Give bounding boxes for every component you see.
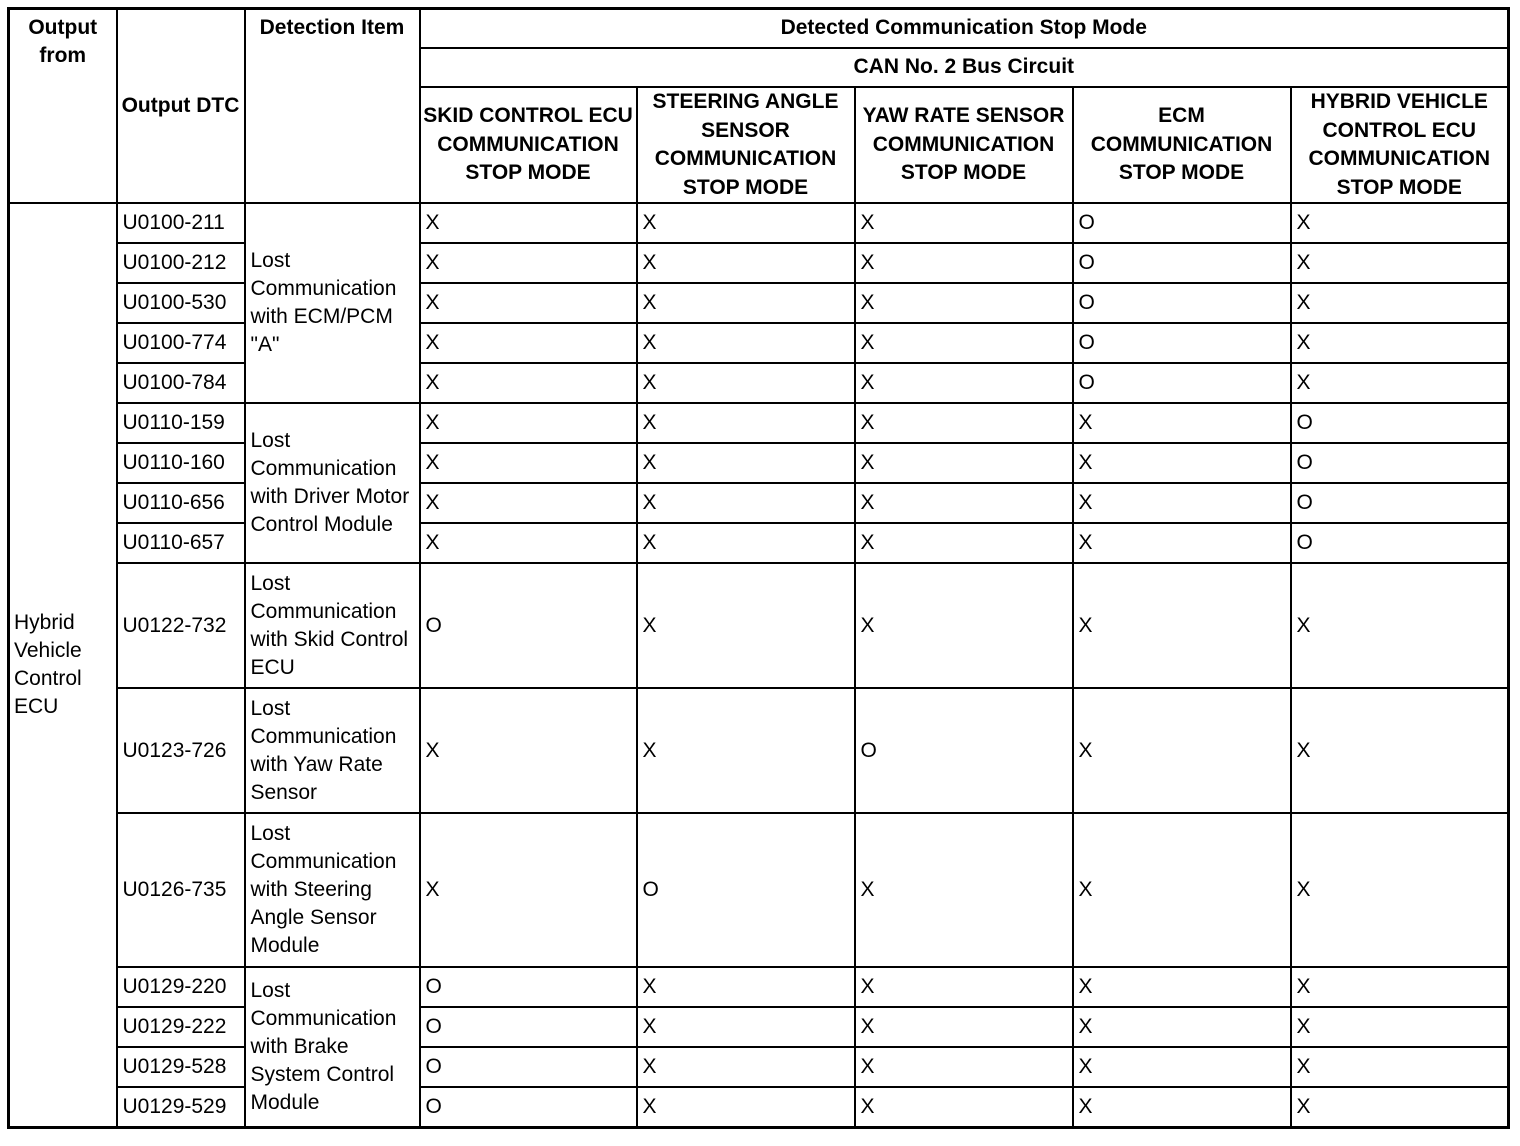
table-row: [9, 363, 1509, 403]
mode-mark-cell: O: [420, 967, 637, 1007]
mode-mark-cell: X: [855, 203, 1073, 243]
table-row: [9, 563, 1509, 688]
mode-mark-cell: X: [1291, 1007, 1509, 1047]
mode-mark-cell: X: [855, 967, 1073, 1007]
dtc-code-cell: U0100-784: [117, 363, 245, 403]
mode-mark-cell: O: [1073, 283, 1291, 323]
mode-mark-cell: X: [637, 688, 855, 813]
detection-item-cell: Lost Communication with Brake System Control Module: [245, 967, 420, 1127]
mode-mark-cell: X: [420, 443, 637, 483]
mode-mark-cell: X: [1073, 1087, 1291, 1127]
mode-mark-cell: X: [855, 1007, 1073, 1047]
mode-mark-cell: X: [855, 563, 1073, 688]
mode-mark-cell: X: [420, 283, 637, 323]
header-col-ecm: ECM COMMUNICATION STOP MODE: [1073, 87, 1291, 203]
mode-mark-cell: X: [1073, 563, 1291, 688]
mode-mark-cell: X: [855, 363, 1073, 403]
mode-mark-cell: O: [1073, 203, 1291, 243]
dtc-code-cell: U0129-529: [117, 1087, 245, 1127]
table-row: [9, 203, 1509, 243]
table-row: [9, 1007, 1509, 1047]
header-col-steering: STEERING ANGLE SENSOR COMMUNICATION STOP MODE: [637, 87, 855, 203]
dtc-code-cell: U0123-726: [117, 688, 245, 813]
header-col-yaw: YAW RATE SENSOR COMMUNICATION STOP MODE: [855, 87, 1073, 203]
mode-mark-cell: X: [637, 1007, 855, 1047]
header-output-from: Output from: [9, 9, 117, 204]
header-col-hv-ecu: HYBRID VEHICLE CONTROL ECU COMMUNICATION STOP MODE: [1291, 87, 1509, 203]
dtc-code-cell: U0110-657: [117, 523, 245, 563]
mode-mark-cell: X: [1291, 813, 1509, 967]
mode-mark-cell: X: [855, 1087, 1073, 1127]
header-detection-item: Detection Item: [245, 9, 420, 204]
mode-mark-cell: X: [1291, 243, 1509, 283]
dtc-code-cell: U0129-220: [117, 967, 245, 1007]
mode-mark-cell: X: [855, 483, 1073, 523]
mode-mark-cell: X: [420, 483, 637, 523]
mode-mark-cell: O: [1073, 243, 1291, 283]
mode-mark-cell: X: [637, 363, 855, 403]
detection-item-cell: Lost Communication with Driver Motor Control Module: [245, 403, 420, 563]
mode-mark-cell: X: [855, 403, 1073, 443]
mode-mark-cell: X: [420, 203, 637, 243]
mode-mark-cell: X: [637, 967, 855, 1007]
header-col-skid: SKID CONTROL ECU COMMUNICATION STOP MODE: [420, 87, 637, 203]
mode-mark-cell: X: [855, 323, 1073, 363]
mode-mark-cell: X: [637, 403, 855, 443]
mode-mark-cell: X: [1291, 203, 1509, 243]
mode-mark-cell: X: [855, 243, 1073, 283]
mode-mark-cell: X: [855, 443, 1073, 483]
header-bus-circuit: CAN No. 2 Bus Circuit: [420, 48, 1509, 87]
table-row: [9, 483, 1509, 523]
header-output-dtc: Output DTC: [117, 9, 245, 204]
mode-mark-cell: X: [1073, 688, 1291, 813]
mode-mark-cell: X: [1073, 403, 1291, 443]
mode-mark-cell: X: [1291, 283, 1509, 323]
mode-mark-cell: X: [1073, 523, 1291, 563]
mode-mark-cell: X: [1073, 813, 1291, 967]
dtc-code-cell: U0100-211: [117, 203, 245, 243]
mode-mark-cell: O: [420, 563, 637, 688]
mode-mark-cell: X: [1291, 363, 1509, 403]
mode-mark-cell: X: [637, 243, 855, 283]
dtc-code-cell: U0126-735: [117, 813, 245, 967]
detection-item-cell: Lost Communication with ECM/PCM "A": [245, 203, 420, 403]
detection-item-cell: Lost Communication with Steering Angle Sensor Module: [245, 813, 420, 967]
dtc-code-cell: U0129-528: [117, 1047, 245, 1087]
mode-mark-cell: O: [420, 1007, 637, 1047]
table-row: [9, 523, 1509, 563]
table-row: [9, 967, 1509, 1007]
mode-mark-cell: X: [1073, 1007, 1291, 1047]
mode-mark-cell: X: [420, 403, 637, 443]
dtc-code-cell: U0110-656: [117, 483, 245, 523]
dtc-code-cell: U0100-774: [117, 323, 245, 363]
mode-mark-cell: X: [420, 523, 637, 563]
table-row: [9, 1087, 1509, 1127]
table-row: [9, 443, 1509, 483]
dtc-code-cell: U0122-732: [117, 563, 245, 688]
mode-mark-cell: X: [637, 443, 855, 483]
mode-mark-cell: X: [1073, 1047, 1291, 1087]
table-row: [9, 1047, 1509, 1087]
header-detected-mode: Detected Communication Stop Mode: [420, 9, 1509, 49]
mode-mark-cell: O: [1073, 323, 1291, 363]
mode-mark-cell: O: [1291, 523, 1509, 563]
mode-mark-cell: X: [855, 283, 1073, 323]
mode-mark-cell: X: [637, 203, 855, 243]
dtc-code-cell: U0110-159: [117, 403, 245, 443]
detection-item-cell: Lost Communication with Skid Control ECU: [245, 563, 420, 688]
mode-mark-cell: X: [855, 813, 1073, 967]
mode-mark-cell: X: [637, 563, 855, 688]
table-row: [9, 243, 1509, 283]
mode-mark-cell: X: [855, 1047, 1073, 1087]
mode-mark-cell: X: [420, 323, 637, 363]
mode-mark-cell: X: [637, 283, 855, 323]
mode-mark-cell: O: [1073, 363, 1291, 403]
dtc-code-cell: U0129-222: [117, 1007, 245, 1047]
mode-mark-cell: X: [1291, 967, 1509, 1007]
table-row: [9, 283, 1509, 323]
mode-mark-cell: X: [637, 483, 855, 523]
table-row: [9, 688, 1509, 813]
table-body: [9, 203, 1509, 1127]
mode-mark-cell: X: [637, 323, 855, 363]
mode-mark-cell: X: [420, 813, 637, 967]
mode-mark-cell: O: [637, 813, 855, 967]
output-from-cell: Hybrid Vehicle Control ECU: [9, 203, 117, 1127]
mode-mark-cell: X: [855, 523, 1073, 563]
mode-mark-cell: X: [637, 1047, 855, 1087]
mode-mark-cell: X: [420, 688, 637, 813]
dtc-code-cell: U0100-530: [117, 283, 245, 323]
mode-mark-cell: X: [1073, 967, 1291, 1007]
mode-mark-cell: O: [1291, 443, 1509, 483]
mode-mark-cell: X: [1291, 1047, 1509, 1087]
mode-mark-cell: X: [420, 243, 637, 283]
mode-mark-cell: O: [420, 1087, 637, 1127]
mode-mark-cell: X: [637, 1087, 855, 1127]
mode-mark-cell: O: [1291, 403, 1509, 443]
dtc-stop-mode-table: [7, 7, 1510, 1129]
mode-mark-cell: X: [420, 363, 637, 403]
mode-mark-cell: X: [1291, 688, 1509, 813]
mode-mark-cell: O: [420, 1047, 637, 1087]
mode-mark-cell: O: [1291, 483, 1509, 523]
table-row: [9, 813, 1509, 967]
table-row: [9, 323, 1509, 363]
mode-mark-cell: X: [1291, 563, 1509, 688]
dtc-code-cell: U0110-160: [117, 443, 245, 483]
mode-mark-cell: O: [855, 688, 1073, 813]
table-row: [9, 403, 1509, 443]
mode-mark-cell: X: [1073, 483, 1291, 523]
dtc-code-cell: U0100-212: [117, 243, 245, 283]
detection-item-cell: Lost Communication with Yaw Rate Sensor: [245, 688, 420, 813]
mode-mark-cell: X: [1291, 1087, 1509, 1127]
mode-mark-cell: X: [637, 523, 855, 563]
mode-mark-cell: X: [1073, 443, 1291, 483]
mode-mark-cell: X: [1291, 323, 1509, 363]
